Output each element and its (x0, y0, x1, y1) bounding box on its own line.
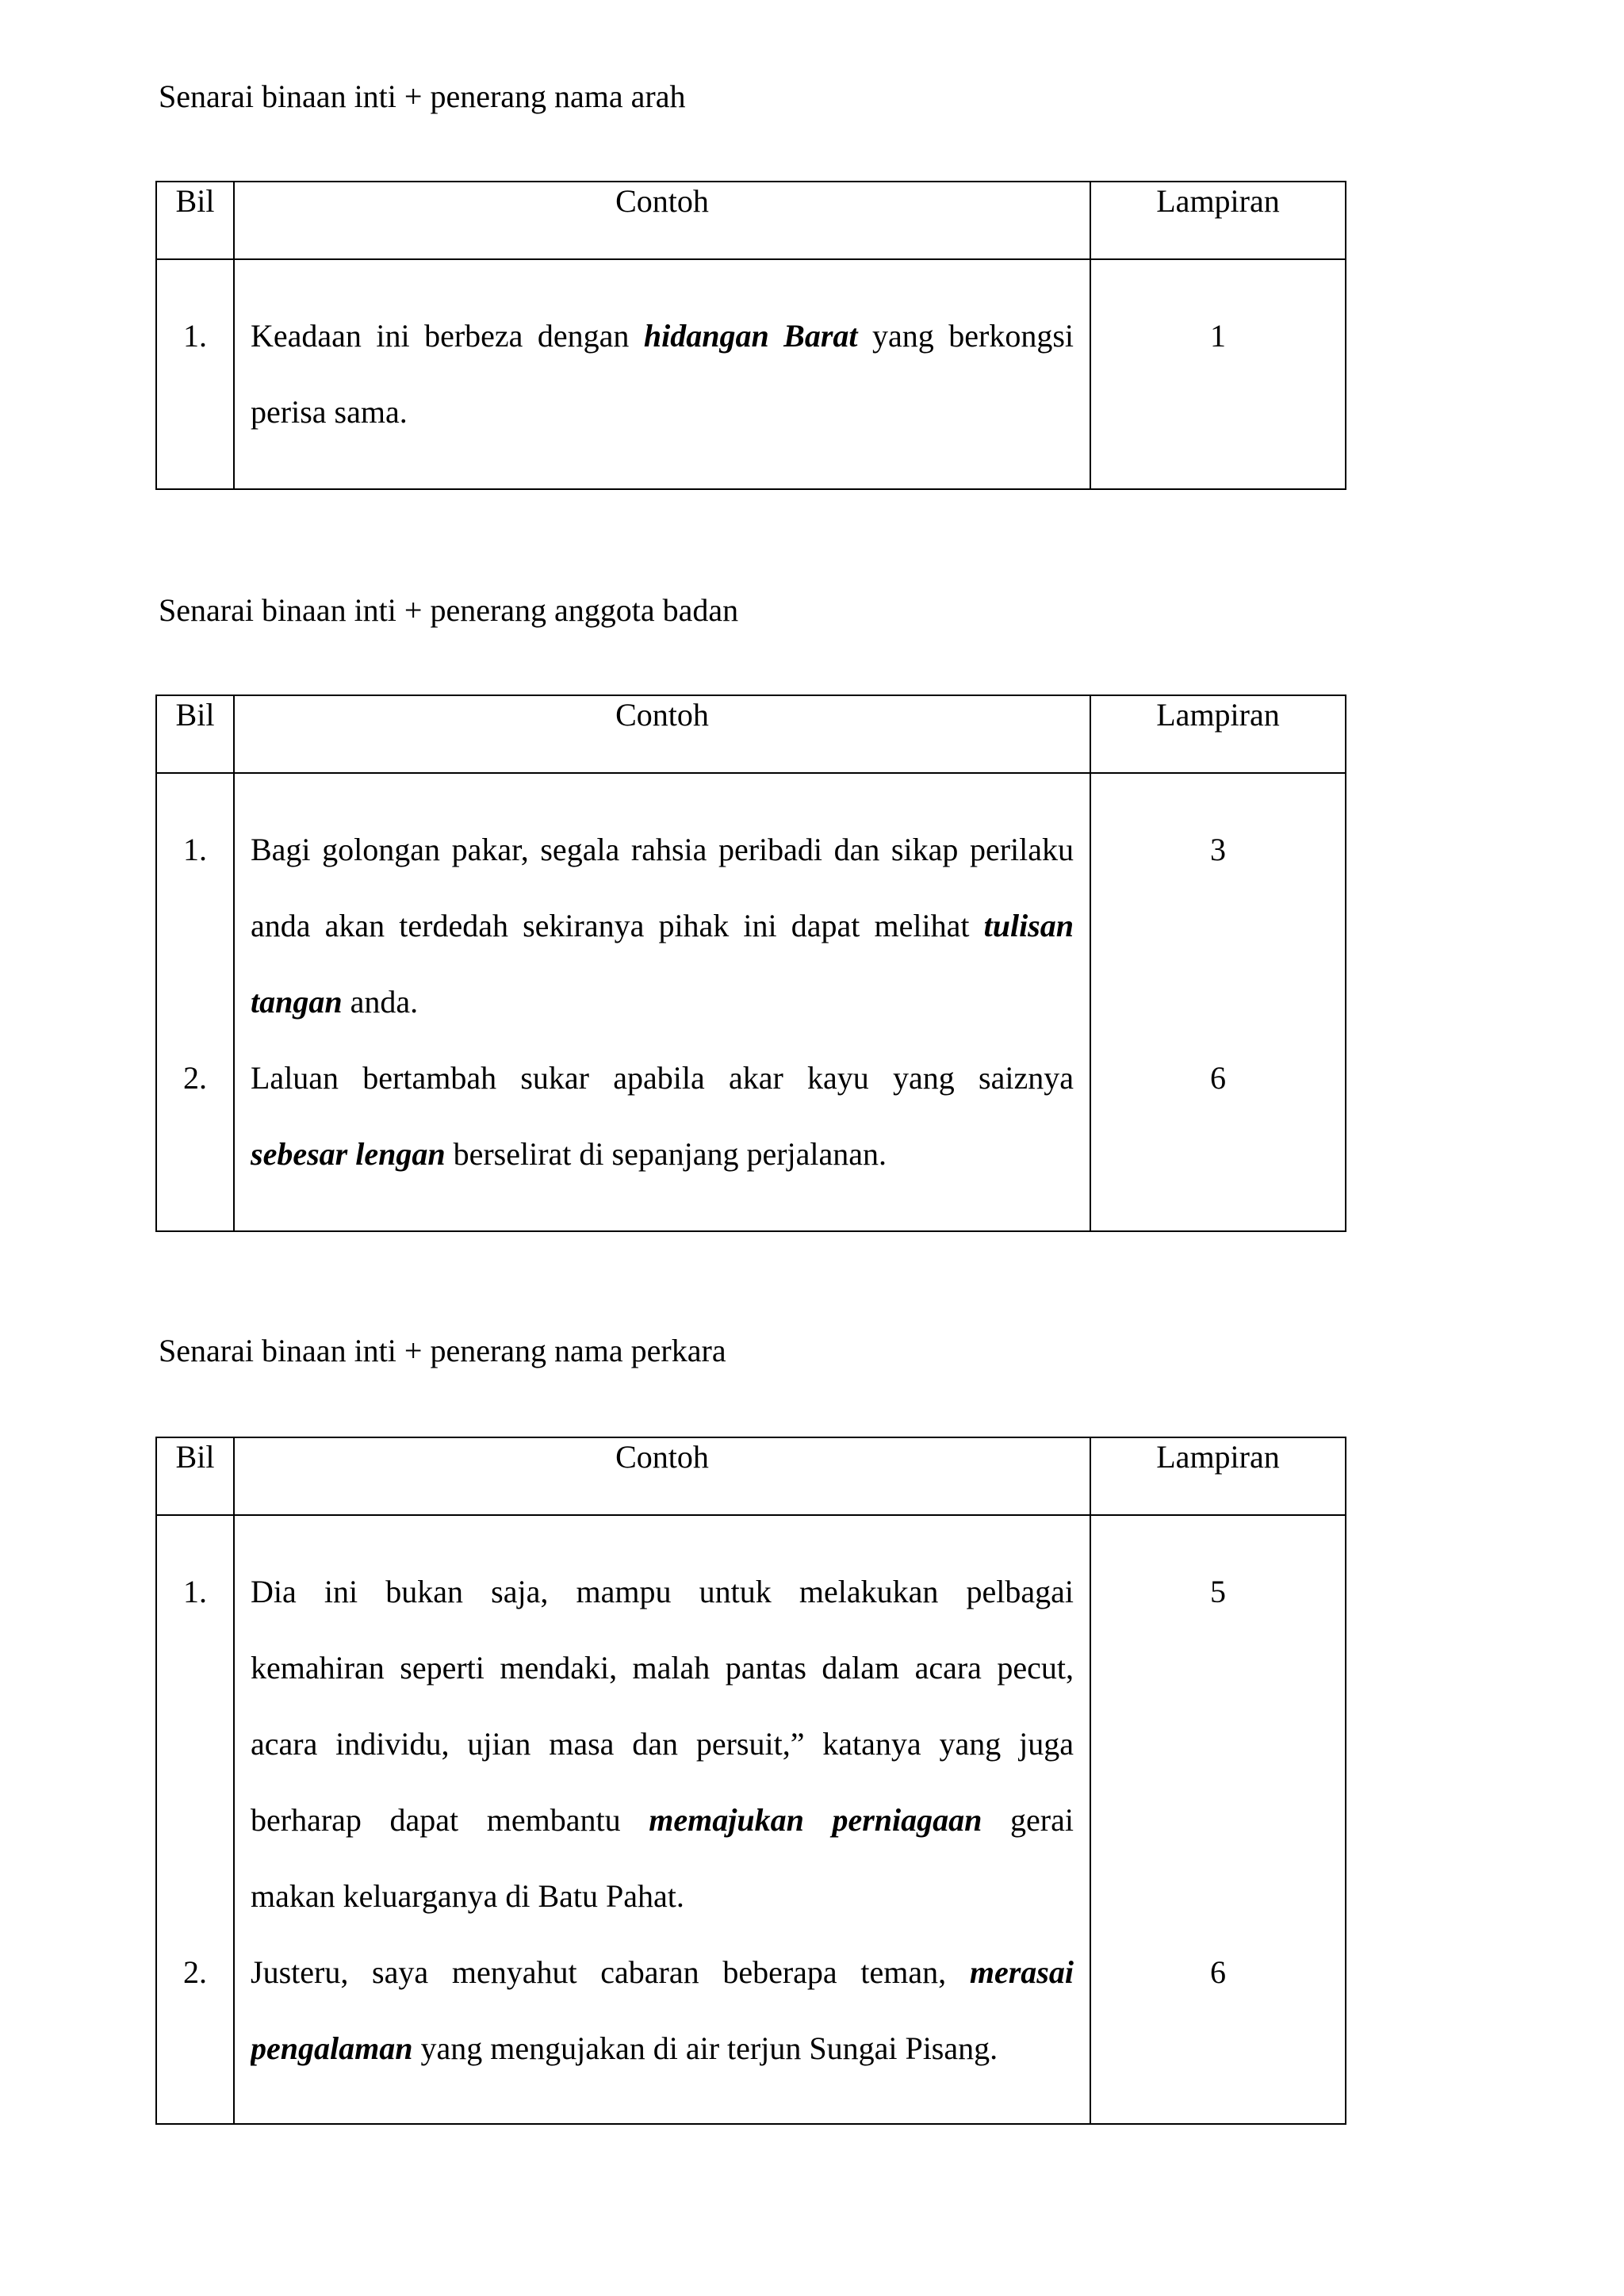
header-bil: Bil (156, 1437, 234, 1515)
row-number: 1. (183, 1574, 207, 1609)
sentence-line (251, 1040, 1074, 1116)
sentence-text: Laluan bertambah sukar apabila akar kayu yang saiznya (251, 1060, 1074, 1096)
table-anggota-badan (155, 695, 1346, 1232)
lampiran-cell (1090, 1515, 1346, 2124)
sentence-line (251, 1934, 1074, 2011)
sentence-text: berharap dapat membantu (251, 1802, 649, 1838)
example-sentence (251, 1040, 1074, 1192)
sentence-text: Keadaan ini berbeza dengan (251, 318, 644, 354)
header-lampiran: Lampiran (1090, 182, 1346, 259)
table-nama-perkara (155, 1437, 1346, 2125)
lampiran-cell (1090, 773, 1346, 1231)
header-contoh: Contoh (234, 695, 1090, 773)
sentence-line (251, 1116, 1074, 1192)
row-number: 2. (183, 1060, 207, 1096)
sentence-line (251, 1554, 1074, 1630)
sentence-line (251, 1630, 1074, 1706)
sentence-text: Dia ini bukan saja, mampu untuk melakukan pelbagai (251, 1574, 1074, 1609)
table-header-row (156, 182, 1346, 259)
sentence-line (251, 298, 1074, 374)
row-number: 1. (183, 318, 207, 354)
sentence-text: perisa sama. (251, 394, 408, 430)
sentence-text: yang berkongsi (857, 318, 1074, 354)
section-title-nama-arah: Senarai binaan inti + penerang nama arah (159, 78, 686, 114)
example-sentence (251, 298, 1074, 450)
sentence-line (251, 1782, 1074, 1858)
sentence-text: acara individu, ujian masa dan persuit,” katanya yang juga (251, 1726, 1074, 1762)
sentence-text: makan keluarganya di Batu Pahat. (251, 1878, 684, 1914)
highlighted-phrase: hidangan Barat (643, 318, 858, 354)
header-contoh: Contoh (234, 182, 1090, 259)
example-sentence (251, 1554, 1074, 1934)
row-number: 2. (183, 1954, 207, 1990)
table-header-row (156, 1437, 1346, 1515)
sentence-text: berselirat di sepanjang perjalanan. (445, 1136, 887, 1172)
lampiran-value: 1 (1210, 318, 1226, 354)
table-header-row (156, 695, 1346, 773)
sentence-line (251, 2011, 1074, 2087)
highlighted-phrase: tulisan (983, 908, 1074, 943)
contoh-cell (234, 773, 1090, 1231)
row-number: 1. (183, 832, 207, 867)
sentence-line (251, 812, 1074, 888)
header-lampiran: Lampiran (1090, 695, 1346, 773)
table-body-row (156, 773, 1346, 1231)
sentence-text: yang mengujakan di air terjun Sungai Pisang. (412, 2030, 998, 2066)
lampiran-value: 5 (1210, 1574, 1226, 1609)
sentence-line (251, 1706, 1074, 1782)
highlighted-phrase: memajukan perniagaan (649, 1802, 982, 1838)
sentence-line (251, 374, 1074, 450)
example-sentence (251, 1934, 1074, 2087)
sentence-line (251, 888, 1074, 964)
lampiran-value: 6 (1210, 1060, 1226, 1096)
sentence-line (251, 964, 1074, 1040)
highlighted-phrase: pengalaman (251, 2030, 413, 2066)
header-bil: Bil (156, 182, 234, 259)
bil-cell (156, 259, 234, 489)
sentence-line (251, 1858, 1074, 1934)
sentence-text: gerai (982, 1802, 1074, 1838)
section-title-nama-perkara: Senarai binaan inti + penerang nama perkara (159, 1333, 726, 1368)
bil-cell (156, 1515, 234, 2124)
header-contoh: Contoh (234, 1437, 1090, 1515)
highlighted-phrase: merasai (969, 1954, 1074, 1990)
lampiran-value: 3 (1210, 832, 1226, 867)
table-body-row (156, 1515, 1346, 2124)
highlighted-phrase: sebesar lengan (251, 1136, 446, 1172)
sentence-text: kemahiran seperti mendaki, malah pantas dalam acara pecut, (251, 1650, 1074, 1686)
highlighted-phrase: tangan (251, 984, 343, 1020)
sentence-text: Justeru, saya menyahut cabaran beberapa teman, (251, 1954, 970, 1990)
table-body-row (156, 259, 1346, 489)
section-title-anggota-badan: Senarai binaan inti + penerang anggota badan (159, 592, 739, 628)
contoh-cell (234, 259, 1090, 489)
header-bil: Bil (156, 695, 234, 773)
table-nama-arah (155, 181, 1346, 490)
sentence-text: Bagi golongan pakar, segala rahsia peribadi dan sikap perilaku (251, 832, 1074, 867)
lampiran-cell (1090, 259, 1346, 489)
sentence-text: anda. (342, 984, 419, 1020)
contoh-cell (234, 1515, 1090, 2124)
lampiran-value: 6 (1210, 1954, 1226, 1990)
example-sentence (251, 812, 1074, 1040)
header-lampiran: Lampiran (1090, 1437, 1346, 1515)
sentence-text: anda akan terdedah sekiranya pihak ini dapat melihat (251, 908, 984, 943)
bil-cell (156, 773, 234, 1231)
